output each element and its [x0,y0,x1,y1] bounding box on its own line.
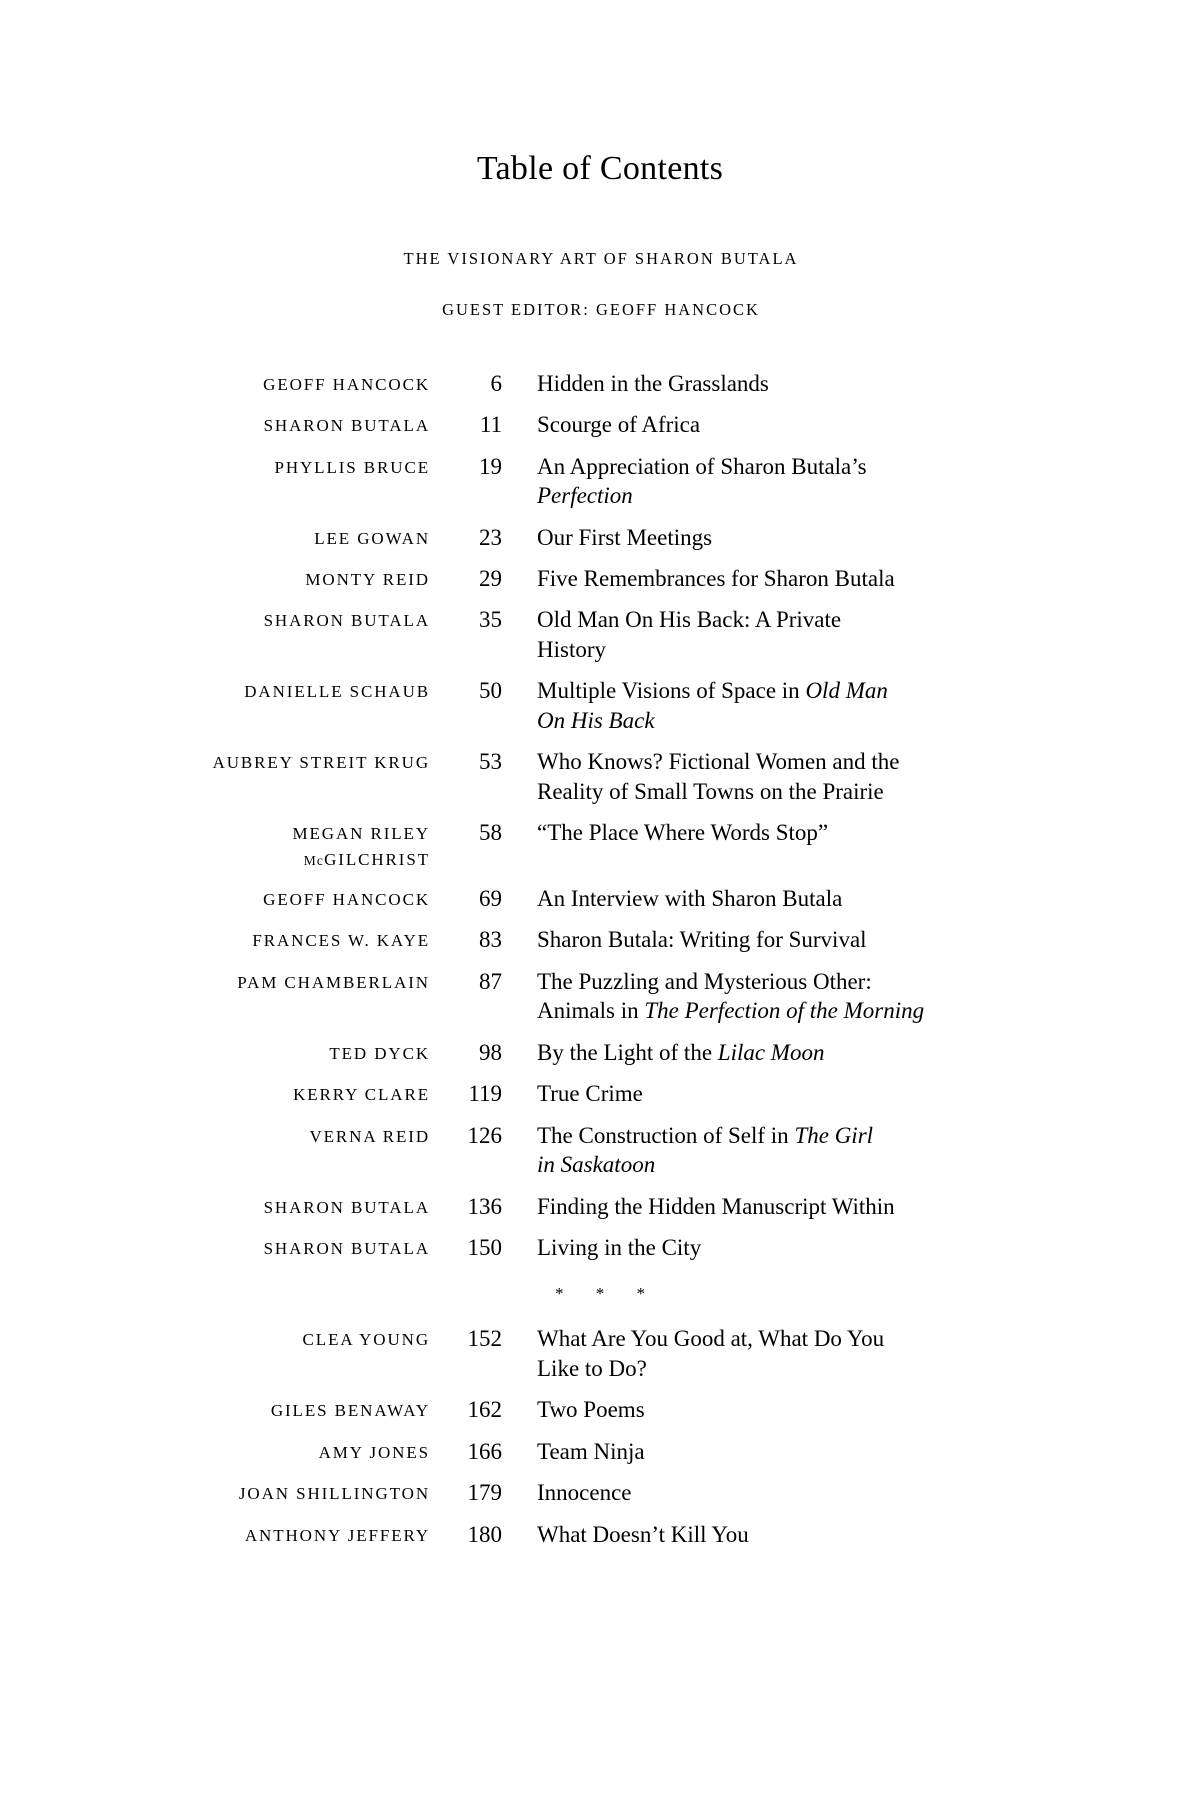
toc-entry-title[interactable]: An Appreciation of Sharon Butala’s Perfection [537,453,867,509]
toc-entry-author: AMY JONES [318,1442,430,1462]
subtitle-line-editor: GUEST EDITOR: GEOFF HANCOCK [442,299,760,319]
toc-entry-title[interactable]: Sharon Butala: Writing for Survival [537,927,867,953]
toc-entry-title[interactable]: Five Remembrances for Sharon Butala [537,565,895,591]
toc-entry[interactable] [180,523,1020,552]
toc-entry-page-number: 98 [479,1039,502,1065]
toc-entry-author: FRANCES W. KAYE [252,931,430,951]
toc-entry[interactable] [180,369,1020,398]
toc-entry-page-number: 83 [479,927,502,953]
toc-entry-title[interactable]: Who Knows? Fictional Women and the Reality of Small Towns on the Prairie [537,749,900,804]
toc-entry[interactable] [180,605,1020,664]
toc-entry-page-number: 166 [467,1438,502,1464]
toc-entry-title[interactable]: Multiple Visions of Space in Old Man On His Back [537,678,888,733]
toc-entry-page-number: 69 [479,886,502,912]
toc-entry-page-number: 19 [479,453,502,479]
toc-entry-title[interactable]: Living in the City [537,1234,702,1260]
toc-entry-title[interactable]: Our First Meetings [537,524,713,550]
toc-entry-page-number: 29 [479,565,502,591]
toc-entry-page-number: 87 [479,968,502,994]
toc-entry-author: KERRY CLARE [293,1085,430,1105]
toc-entry-author: PAM CHAMBERLAIN [237,972,430,992]
toc-entry-page-number: 150 [467,1234,502,1260]
toc-entry-author: JOAN SHILLINGTON [238,1484,430,1504]
toc-entry-list-secondary [180,1324,1020,1549]
toc-entry-title[interactable]: Finding the Hidden Manuscript Within [537,1193,895,1219]
toc-entry-title[interactable]: The Puzzling and Mysterious Other: Animals in The Perfection of the Morning [537,968,925,1024]
toc-entry-author: GEOFF HANCOCK [263,374,430,394]
toc-entry-author-line: McGILCHRIST [303,849,430,869]
toc-entry[interactable] [180,1520,1020,1549]
toc-entry-author: TED DYCK [329,1043,430,1063]
toc-entry-author: SHARON BUTALA [263,416,430,436]
toc-entry[interactable] [180,410,1020,439]
toc-entry-title[interactable]: An Interview with Sharon Butala [537,886,843,912]
toc-entry[interactable] [180,1121,1020,1180]
toc-entry-title[interactable]: Innocence [537,1480,632,1506]
subtitle-line-feature: THE VISIONARY ART OF SHARON BUTALA [403,249,799,269]
toc-entry-page-number: 152 [467,1326,502,1352]
toc-entry-page-number: 58 [479,820,502,846]
section-divider: * * * [555,1284,659,1304]
toc-entry[interactable] [180,1233,1020,1262]
toc-entry-page-number: 162 [467,1397,502,1423]
toc-entry-page-number: 180 [467,1521,502,1547]
toc-entry-title[interactable]: What Doesn’t Kill You [537,1521,749,1547]
toc-entry-author [180,818,430,872]
page-title: Table of Contents [476,150,724,187]
toc-entry-author: SHARON BUTALA [263,1238,430,1258]
toc-entry-author: PHYLLIS BRUCE [274,457,430,477]
toc-entry-author: DANIELLE SCHAUB [244,682,430,702]
toc-entry-author: CLEA YOUNG [302,1330,430,1350]
toc-entry-title[interactable]: Old Man On His Back: A Private History [537,607,842,662]
toc-entry[interactable] [180,564,1020,593]
toc-entry-page-number: 11 [479,412,502,438]
issue-subtitle [180,221,1020,346]
toc-entry[interactable] [180,967,1020,1026]
toc-entry-title[interactable]: Two Poems [537,1397,645,1423]
toc-entry-page-number: 119 [468,1081,502,1107]
toc-entry-title[interactable]: The Construction of Self in The Girl in Saskatoon [537,1122,874,1178]
toc-entry-author: MONTY REID [305,569,430,589]
toc-entry[interactable] [180,1192,1020,1221]
toc-entry-author: SHARON BUTALA [263,1197,430,1217]
toc-entry-author: AUBREY STREIT KRUG [212,753,430,773]
toc-entry-title[interactable]: Scourge of Africa [537,412,701,438]
toc-entry-page-number: 179 [467,1480,502,1506]
toc-entry-author: VERNA REID [309,1126,430,1146]
toc-entry-page-number: 126 [467,1122,502,1148]
toc-entry-author: ANTHONY JEFFERY [244,1525,430,1545]
toc-entry-page-number: 6 [490,370,502,396]
toc-entry-author: LEE GOWAN [314,528,430,548]
toc-entry[interactable] [180,1324,1020,1383]
toc-entry[interactable] [180,1437,1020,1466]
toc-entry-title[interactable]: Hidden in the Grasslands [537,370,769,396]
toc-entry[interactable] [180,1478,1020,1507]
toc-entry-title[interactable]: What Are You Good at, What Do You Like to Do? [537,1326,885,1381]
toc-entry-title[interactable]: True Crime [537,1081,643,1107]
toc-entry-page-number: 53 [479,749,502,775]
toc-entry[interactable] [180,676,1020,735]
toc-entry-author-line: MEGAN RILEY [292,824,430,844]
toc-entry[interactable] [180,818,1020,872]
toc-entry[interactable] [180,452,1020,511]
toc-entry-title[interactable]: “The Place Where Words Stop” [537,820,829,846]
toc-entry[interactable] [180,925,1020,954]
toc-entry[interactable] [180,1038,1020,1067]
toc-entry-page-number: 23 [479,524,502,550]
toc-entry-author: SHARON BUTALA [263,611,430,631]
toc-entry-list-primary [180,369,1020,1263]
toc-entry-title[interactable]: Team Ninja [537,1438,645,1464]
toc-entry[interactable] [180,747,1020,806]
toc-entry-author: GILES BENAWAY [270,1401,430,1421]
toc-entry-page-number: 35 [479,607,502,633]
toc-entry-title[interactable]: By the Light of the Lilac Moon [537,1039,825,1065]
toc-entry-page-number: 136 [467,1193,502,1219]
toc-entry[interactable] [180,1079,1020,1108]
toc-entry[interactable] [180,1395,1020,1424]
toc-entry[interactable] [180,884,1020,913]
toc-entry-author: GEOFF HANCOCK [263,890,430,910]
toc-entry-page-number: 50 [479,678,502,704]
